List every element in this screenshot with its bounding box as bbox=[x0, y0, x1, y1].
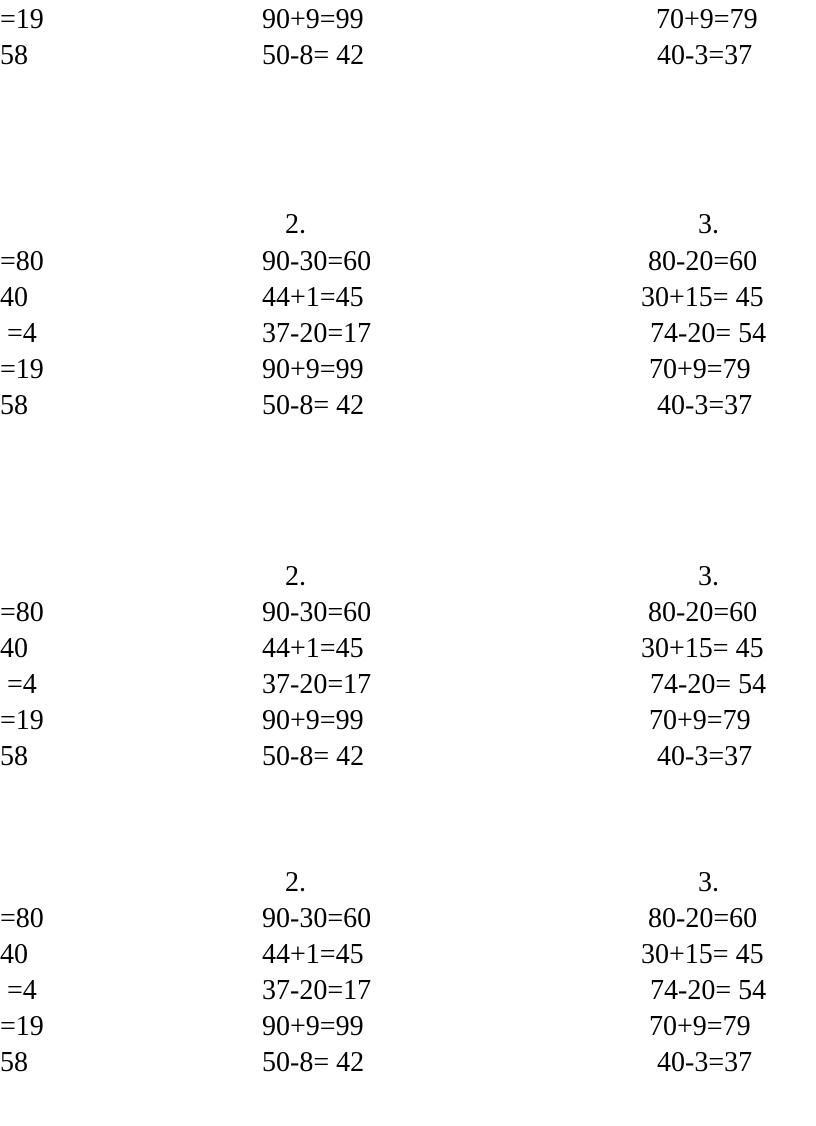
col3-equation: 74-20= 54 bbox=[643, 975, 767, 1006]
col2-equation: 50-8= 42 bbox=[262, 1047, 365, 1078]
col3-equation: 80-20=60 bbox=[648, 246, 758, 277]
col3-number-label: 3. bbox=[698, 867, 719, 898]
col1-equation: =19 bbox=[0, 354, 44, 385]
col2-number-label: 2. bbox=[285, 867, 306, 898]
col1-equation: 40 bbox=[0, 282, 28, 313]
col2-equation: 50-8= 42 bbox=[262, 40, 365, 71]
col3-equation: 30+15= 45 bbox=[641, 633, 764, 664]
col1-equation: 58 bbox=[0, 390, 28, 421]
col2-equation: 90-30=60 bbox=[262, 246, 372, 277]
col1-equation: 58 bbox=[0, 741, 28, 772]
col2-equation: 37-20=17 bbox=[262, 975, 372, 1006]
col2-number-label: 2. bbox=[285, 561, 306, 592]
col2-equation: 50-8= 42 bbox=[262, 741, 365, 772]
col2-number-label: 2. bbox=[285, 209, 306, 240]
col3-equation: 74-20= 54 bbox=[643, 318, 767, 349]
col2-equation: 37-20=17 bbox=[262, 669, 372, 700]
col3-equation: 40-3=37 bbox=[657, 40, 753, 71]
col1-equation: 40 bbox=[0, 939, 28, 970]
col3-equation: 40-3=37 bbox=[650, 390, 753, 421]
col1-equation: 40 bbox=[0, 633, 28, 664]
col3-equation: 70+9=79 bbox=[649, 705, 751, 736]
col2-equation: 90+9=99 bbox=[262, 1011, 364, 1042]
col1-equation: 58 bbox=[0, 40, 28, 71]
col3-equation: 30+15= 45 bbox=[641, 282, 764, 313]
col3-equation: 80-20=60 bbox=[648, 597, 758, 628]
col3-equation: 40-3=37 bbox=[650, 1047, 753, 1078]
col1-equation: =4 bbox=[0, 975, 37, 1006]
col1-equation: =19 bbox=[0, 705, 44, 736]
col3-equation: 70+9=79 bbox=[649, 354, 751, 385]
col1-equation: =4 bbox=[0, 669, 37, 700]
col3-equation: 74-20= 54 bbox=[643, 669, 767, 700]
col3-equation: 40-3=37 bbox=[650, 741, 753, 772]
col3-equation: 70+9=79 bbox=[656, 4, 758, 35]
col3-equation: 30+15= 45 bbox=[641, 939, 764, 970]
col3-number-label: 3. bbox=[698, 209, 719, 240]
col1-equation: =80 bbox=[0, 903, 44, 934]
col2-equation: 90+9=99 bbox=[262, 705, 364, 736]
col2-equation: 44+1=45 bbox=[262, 939, 364, 970]
col2-equation: 37-20=17 bbox=[262, 318, 372, 349]
col2-equation: 44+1=45 bbox=[262, 633, 364, 664]
col3-number-label: 3. bbox=[698, 561, 719, 592]
col2-equation: 90+9=99 bbox=[262, 4, 364, 35]
col3-equation: 80-20=60 bbox=[648, 903, 758, 934]
col3-equation: 70+9=79 bbox=[649, 1011, 751, 1042]
col1-equation: =4 bbox=[0, 318, 37, 349]
col1-equation: =19 bbox=[0, 1011, 44, 1042]
col2-equation: 44+1=45 bbox=[262, 282, 364, 313]
col1-equation: =19 bbox=[0, 4, 44, 35]
col1-equation: =80 bbox=[0, 246, 44, 277]
col2-equation: 90-30=60 bbox=[262, 597, 372, 628]
col1-equation: 58 bbox=[0, 1047, 28, 1078]
col2-equation: 90-30=60 bbox=[262, 903, 372, 934]
col2-equation: 50-8= 42 bbox=[262, 390, 365, 421]
col1-equation: =80 bbox=[0, 597, 44, 628]
col2-equation: 90+9=99 bbox=[262, 354, 364, 385]
